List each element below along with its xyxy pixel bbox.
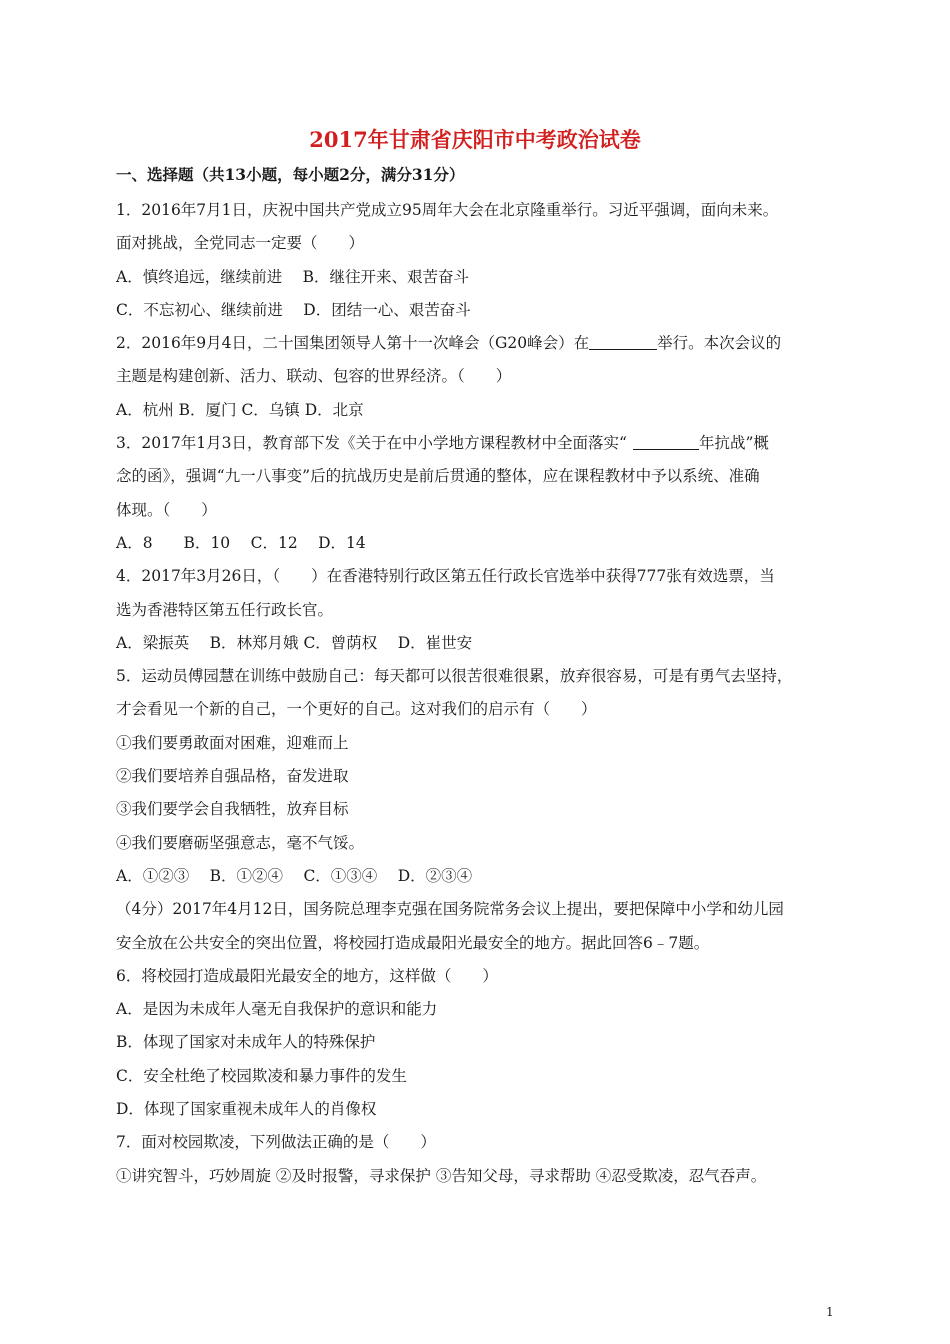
question-6-option-a: A．是因为未成年人毫无自我保护的意识和能力 — [116, 1000, 438, 1019]
material-intro-cont: 安全放在公共安全的突出位置，将校园打造成最阳光最安全的地方。据此回答6﹣7题。 — [116, 933, 710, 952]
question-2-stem-post: 举行。本次会议的 — [657, 334, 782, 353]
question-7-stem: 7．面对校园欺凌，下列做法正确的是（ ） — [116, 1133, 436, 1152]
page-number: 1 — [826, 1305, 834, 1319]
question-2-options: A．杭州 B．厦门 C．乌镇 D．北京 — [116, 400, 364, 419]
section-heading: 一、选择题（共13小题，每小题2分，满分31分） — [116, 165, 465, 184]
question-2-stem — [116, 327, 841, 360]
question-5-statement-1: ①我们要勇敢面对困难，迎难而上 — [116, 733, 349, 752]
question-6-stem: 6．将校园打造成最阳光最安全的地方，这样做（ ） — [116, 966, 498, 985]
question-7-statements: ①讲究智斗，巧妙周旋 ②及时报警，寻求保护 ③告知父母，寻求帮助 ④忍受欺凌，忍气吞声。 — [116, 1166, 767, 1185]
question-2-stem-cont: 主题是构建创新、活力、联动、包容的世界经济。（ ） — [116, 367, 512, 386]
question-2-stem-pre: 2．2016年9月4日，二十国集团领导人第十一次峰会（G20峰会）在 — [116, 334, 590, 353]
question-6-option-c: C．安全杜绝了校园欺凌和暴力事件的发生 — [116, 1066, 407, 1085]
question-5-statement-4: ④我们要磨砺坚强意志，毫不气馁。 — [116, 833, 365, 852]
material-intro: （4分）2017年4月12日，国务院总理李克强在国务院常务会议上提出，要把保障中小学和幼儿园 — [116, 900, 784, 919]
question-1-stem: 1．2016年7月1日，庆祝中国共产党成立95周年大会在北京隆重举行。习近平强调，面向未来。 — [116, 201, 779, 219]
answer-blank — [633, 432, 699, 450]
question-5-stem: 5．运动员傅园慧在训练中鼓励自己：每天都可以很苦很难很累，放弃很容易，可是有勇气去坚持， — [116, 667, 793, 686]
question-1-options-ab: A．慎终追远，继续前进 B．继往开来、艰苦奋斗 — [116, 267, 470, 286]
question-3-stem-cont: 念的函》，强调“九一八事变”后的抗战历史是前后贯通的整体，应在课程教材中予以系统、准确 — [116, 467, 760, 486]
question-5-statement-2: ②我们要培养自强品格，奋发进取 — [116, 767, 349, 786]
page-title: 2017年甘肃省庆阳市中考政治试卷 — [309, 127, 641, 152]
question-4-stem: 4．2017年3月26日，（ ）在香港特别行政区第五任行政长官选举中获得777张有效选票，当 — [116, 567, 775, 586]
answer-blank — [589, 332, 657, 350]
question-body — [116, 194, 841, 1193]
question-4-options: A．梁振英 B．林郑月娥 C．曾荫权 D．崔世安 — [116, 633, 473, 652]
question-6-option-d: D．体现了国家重视未成年人的肖像权 — [116, 1100, 377, 1119]
question-3-stem-post: 年抗战”概 — [698, 434, 769, 453]
question-5-stem-cont: 才会看见一个新的自己，一个更好的自己。这对我们的启示有（ ） — [116, 700, 597, 719]
question-1-options-cd: C．不忘初心、继续前进 D．团结一心、艰苦奋斗 — [116, 300, 471, 319]
question-3-stem-pre: 3．2017年1月3日，教育部下发《关于在中小学地方课程教材中全面落实“ — [116, 434, 627, 453]
question-5-options: A．①②③ B．①②④ C．①③④ D．②③④ — [116, 866, 473, 885]
question-3-options: A．8 B．10 C．12 D．14 — [116, 533, 366, 552]
question-6-option-b: B．体现了国家对未成年人的特殊保护 — [116, 1033, 376, 1052]
question-3-stem-end: 体现。（ ） — [116, 500, 217, 519]
question-3-stem — [116, 427, 841, 460]
question-1-stem-cont: 面对挑战，全党同志一定要（ ） — [116, 234, 365, 253]
question-5-statement-3: ③我们要学会自我牺牲，放弃目标 — [116, 800, 349, 819]
question-4-stem-cont: 选为香港特区第五任行政长官。 — [116, 600, 334, 619]
